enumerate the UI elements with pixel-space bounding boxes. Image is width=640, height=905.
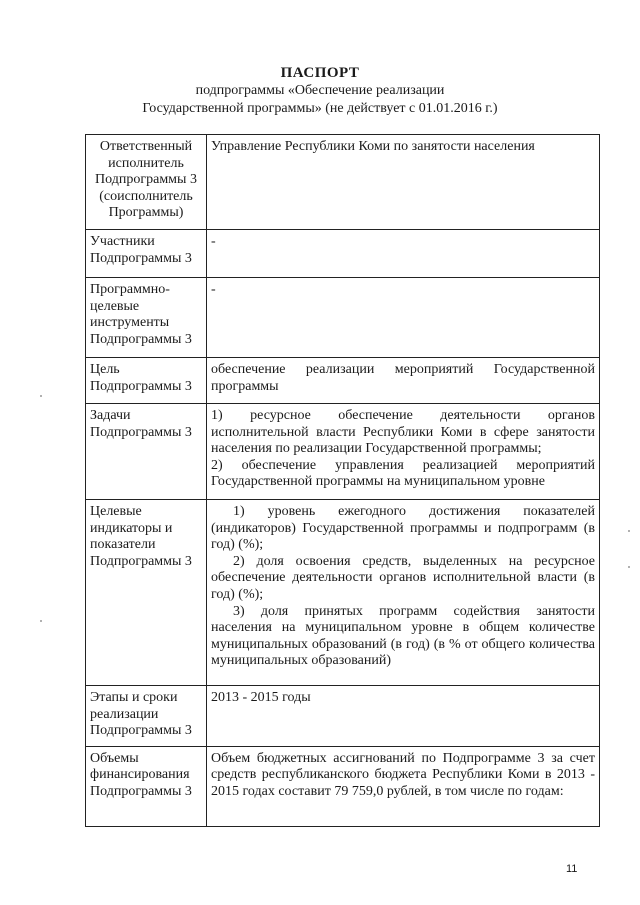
row-value-indicators: [207, 500, 600, 686]
row-value-instruments: [207, 278, 600, 358]
value-paragraph: -: [211, 234, 216, 249]
value-paragraph: 1) ресурсное обеспечение деятельности органов исполнительной власти Республики Коми в сфере занятости населения по реализации Государственной программы;: [211, 408, 595, 457]
row-label-participants: Участники Подпрограммы 3: [86, 230, 207, 278]
row-label-indicators: Целевые индикаторы и показатели Подпрограммы 3: [86, 500, 207, 686]
table-row: [86, 358, 600, 404]
table-row: [86, 230, 600, 278]
row-label-goal: Цель Подпрограммы 3: [86, 358, 207, 404]
value-paragraph: 2) обеспечение управления реализацией мероприятий Государственной программы на муниципальном уровне: [211, 457, 595, 490]
value-paragraph: -: [211, 282, 216, 297]
document-header: [0, 64, 640, 118]
row-value-goal: [207, 358, 600, 404]
scan-speck: [40, 395, 42, 397]
value-paragraph: 2013 - 2015 годы: [211, 690, 311, 705]
table-row: [86, 686, 600, 747]
row-value-tasks: [207, 404, 600, 500]
row-label-funding: Объемы финансирования Подпрограммы 3: [86, 746, 207, 826]
row-value-participants: [207, 230, 600, 278]
value-paragraph: обеспечение реализации мероприятий Государственной программы: [211, 362, 595, 394]
table-row: [86, 135, 600, 230]
value-paragraph: 2) доля освоения средств, выделенных на ресурсное обеспечение деятельности органов исполнительной власти (в год) (%);: [211, 553, 595, 602]
table-row: [86, 500, 600, 686]
page-number: 11: [566, 863, 578, 875]
row-label-responsible: Ответственный исполнитель Подпрограммы 3 (соисполнитель Программы): [86, 135, 207, 230]
scan-speck: [628, 530, 630, 532]
table-row: [86, 746, 600, 826]
value-paragraph: Управление Республики Коми по занятости населения: [211, 139, 535, 154]
value-paragraph: Объем бюджетных ассигнований по Подпрограмме 3 за счет средств республиканского бюджета Республики Коми в 2013 - 2015 годах составит 79 759,0 рублей, в том числе по годам:: [211, 750, 595, 799]
row-value-responsible: [207, 135, 600, 230]
row-value-funding: [207, 746, 600, 826]
document-subtitle-line2: Государственной программы» (не действует с 01.01.2016 г.): [142, 101, 498, 116]
row-label-tasks: Задачи Подпрограммы 3: [86, 404, 207, 500]
document-title: ПАСПОРТ: [280, 65, 360, 81]
value-paragraph: 1) уровень ежегодного достижения показателей (индикаторов) Государственной программы и подпрограмм (в год) (%);: [211, 504, 595, 553]
table-row: [86, 278, 600, 358]
row-label-stages: Этапы и сроки реализации Подпрограммы 3: [86, 686, 207, 747]
table-row: [86, 404, 600, 500]
row-label-instruments: Программно-целевые инструменты Подпрограммы 3: [86, 278, 207, 358]
row-value-stages: [207, 686, 600, 747]
passport-table: [85, 134, 600, 827]
scan-speck: [628, 566, 630, 568]
value-paragraph: 3) доля принятых программ содействия занятости населения на муниципальном уровне в общем количестве муниципальных образований (в год) (в % от общего количества муниципальных образований): [211, 603, 595, 669]
document-subtitle-line1: подпрограммы «Обеспечение реализации: [195, 83, 445, 98]
scan-speck: [40, 620, 42, 622]
